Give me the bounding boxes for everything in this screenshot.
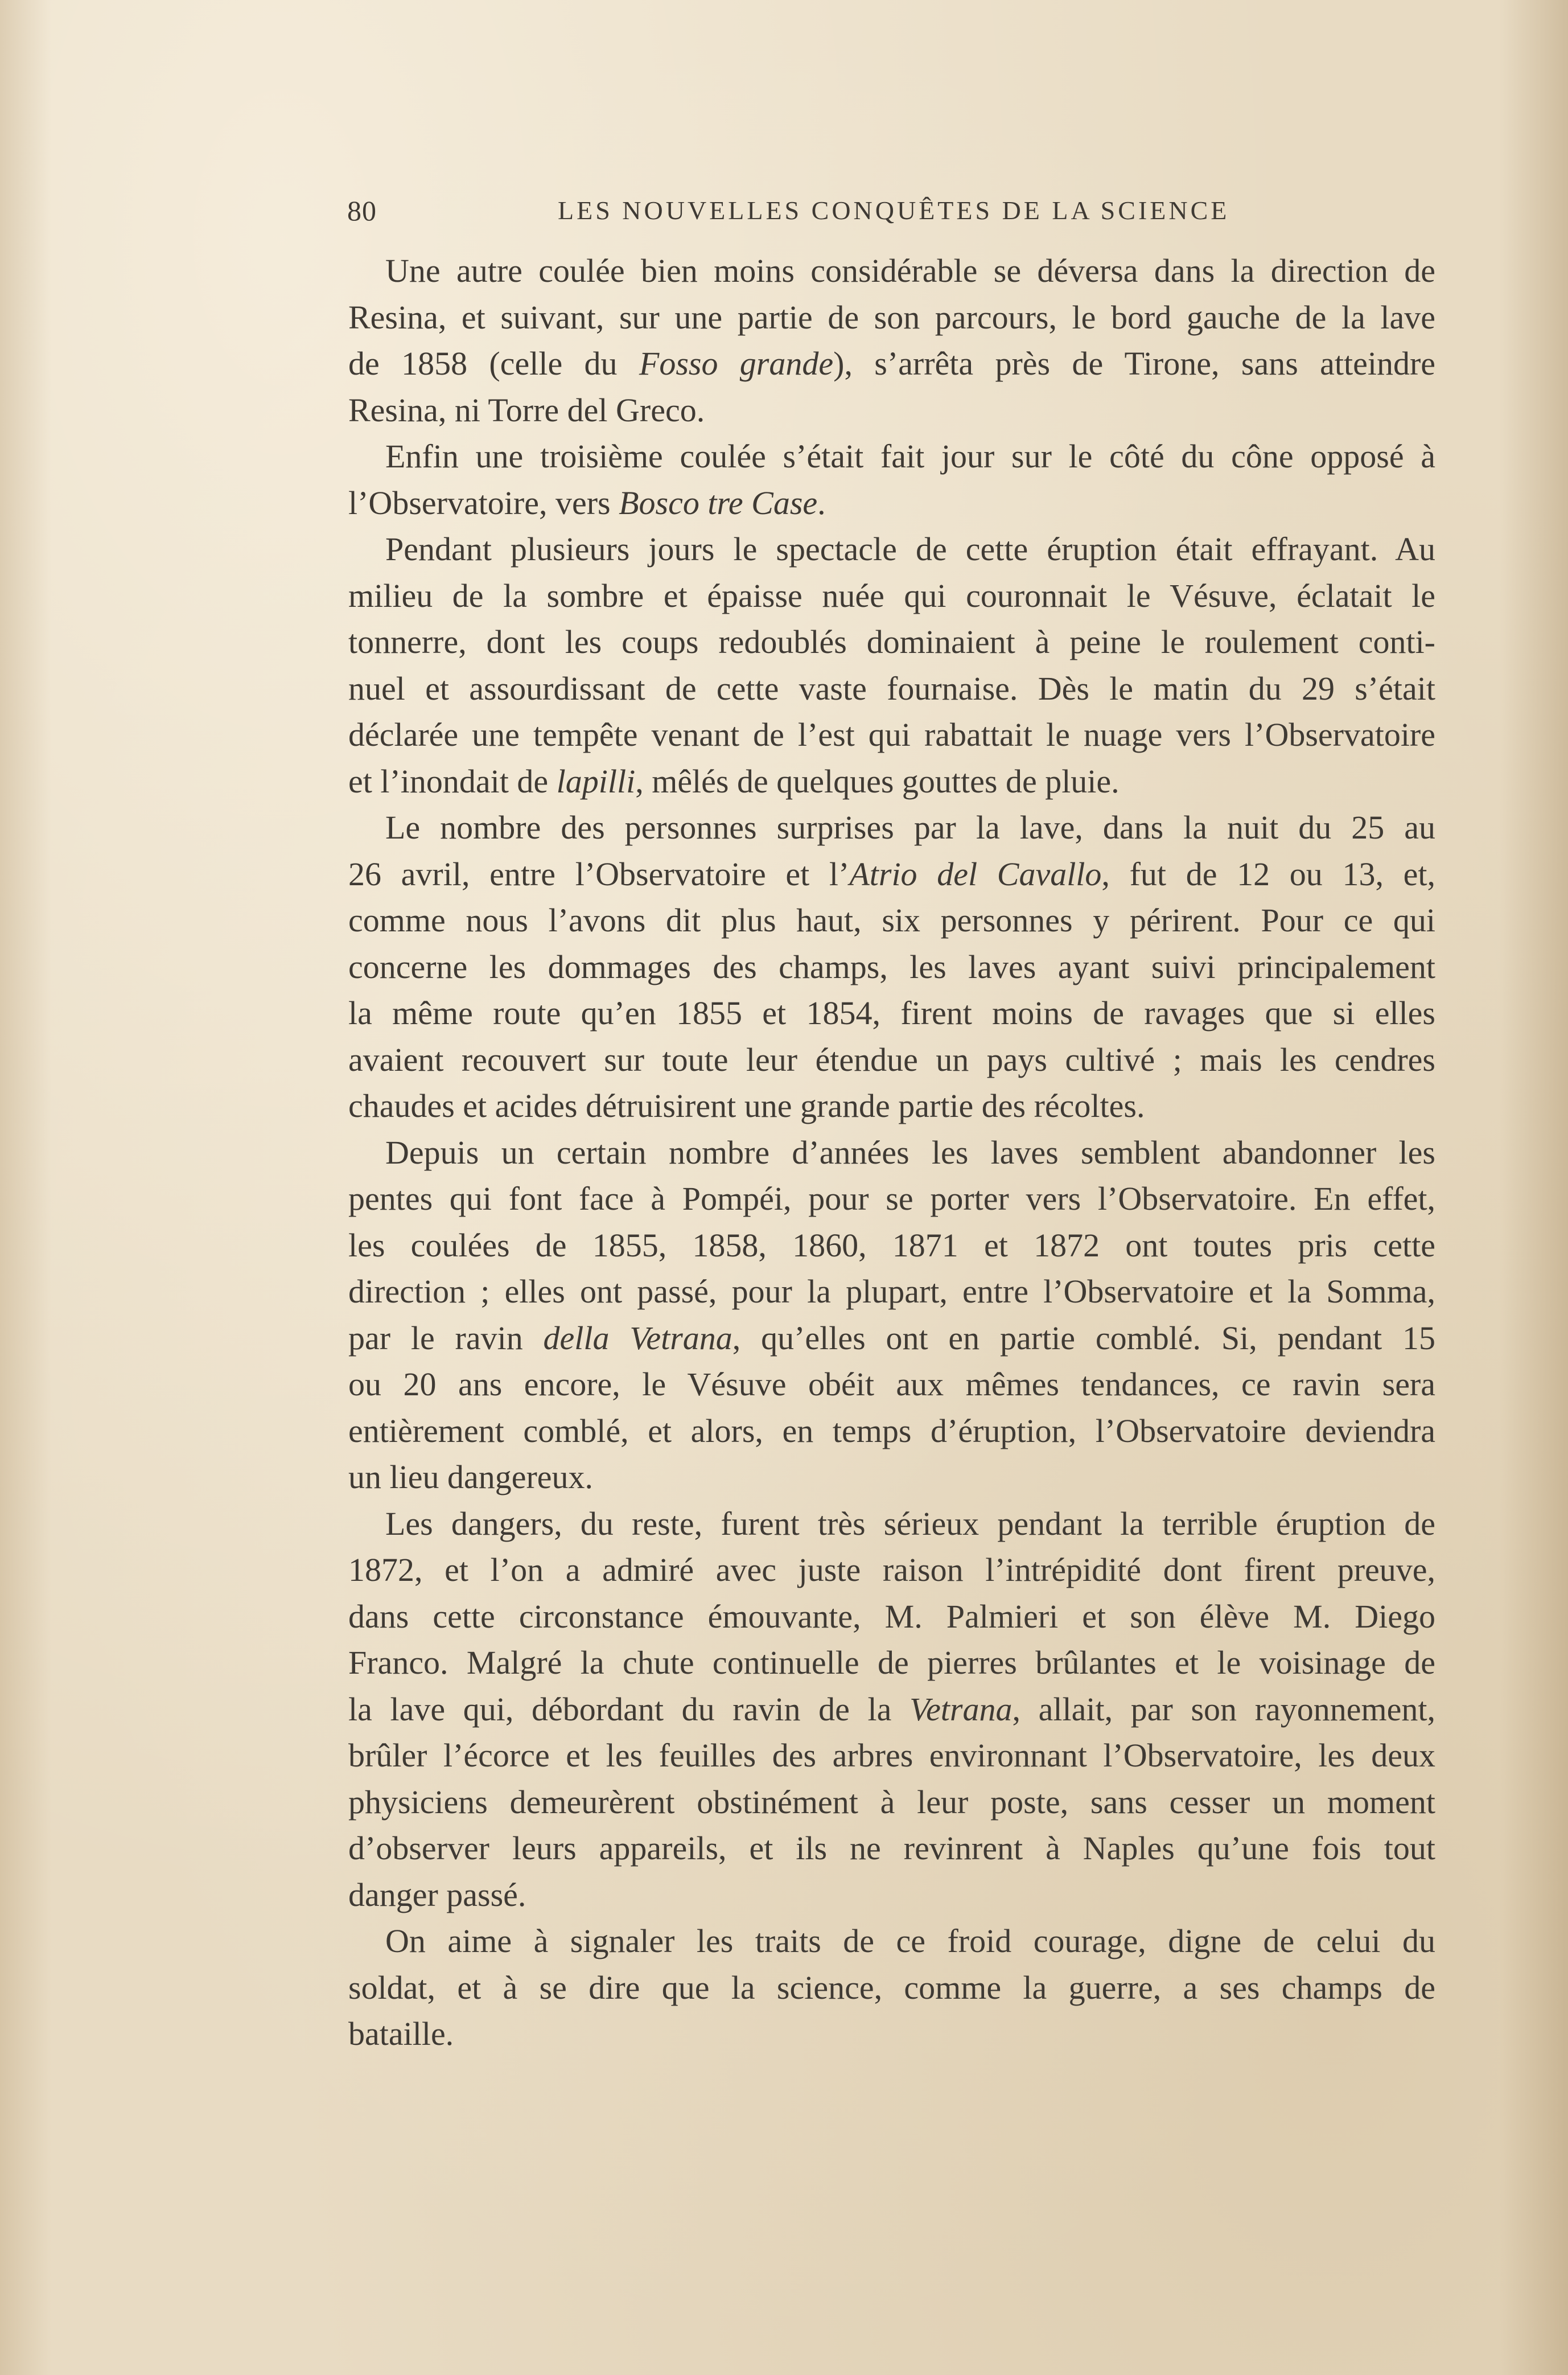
text-line: les coulées de 1855, 1858, 1860, 1871 et 1872 ont toutes pris cette — [348, 1226, 1435, 1264]
text-line — [348, 851, 1435, 898]
text-segment: , qu’elles ont en partie comblé. Si, pendant 15 — [732, 1319, 1435, 1357]
text-line: Les dangers, du reste, furent très sérieux pendant la terrible éruption de — [385, 1505, 1435, 1542]
text-segment: , allait, par son rayonnement, — [1012, 1690, 1435, 1728]
text-line: la même route qu’en 1855 et 1854, firent moins de ravages que si elles — [348, 995, 1435, 1032]
text-line: avaient recouvert sur toute leur étendue un pays cultivé ; mais les cendres — [348, 1041, 1435, 1078]
paragraph — [348, 1501, 1435, 1918]
italic-term: della Vetrana — [543, 1319, 732, 1357]
text-segment: la lave qui, débordant du ravin de la — [348, 1690, 910, 1728]
text-line: dans cette circonstance émouvante, M. Palmieri et son élève M. Diego — [348, 1597, 1435, 1635]
text-segment: . — [817, 484, 826, 521]
text-line — [348, 1686, 1435, 1733]
text-segment: par le ravin — [348, 1319, 544, 1357]
text-line: Franco. Malgré la chute continuelle de pierres brûlantes et le voisinage de — [348, 1644, 1435, 1681]
text-line: bataille. — [348, 2015, 454, 2052]
text-line: pentes qui font face à Pompéi, pour se porter vers l’Observatoire. En effet, — [348, 1180, 1435, 1217]
text-segment: et l’inondait de — [348, 762, 557, 800]
page-edge-shadow-right — [1500, 0, 1568, 2375]
text-line: nuel et assourdissant de cette vaste fournaise. Dès le matin du 29 s’était — [348, 669, 1435, 707]
text-line: On aime à signaler les traits de ce froid courage, digne de celui du — [385, 1922, 1435, 1959]
text-segment: l’Observatoire, vers — [348, 484, 619, 521]
page-number: 80 — [347, 195, 377, 227]
page-edge-shadow-left — [0, 0, 51, 2375]
text-line: brûler l’écorce et les feuilles des arbres environnant l’Observatoire, les deux — [348, 1737, 1435, 1774]
text-line: entièrement comblé, et alors, en temps d’éruption, l’Observatoire deviendra — [348, 1412, 1435, 1449]
italic-term: Vetrana — [909, 1690, 1013, 1728]
text-line: soldat, et à se dire que la science, comme la guerre, a ses champs de — [348, 1969, 1435, 2006]
text-line: un lieu dangereux. — [348, 1458, 594, 1495]
text-line — [348, 340, 1435, 387]
text-segment: , mêlés de quelques gouttes de pluie. — [635, 762, 1120, 800]
text-line: Resina, et suivant, sur une partie de son parcours, le bord gauche de la lave — [348, 298, 1435, 336]
text-line: Une autre coulée bien moins considérable se déversa dans la direction de — [385, 252, 1435, 289]
paragraph — [348, 1918, 1435, 2057]
running-title: LES NOUVELLES CONQUÊTES DE LA SCIENCE — [558, 196, 1230, 225]
page-header — [347, 191, 1443, 231]
text-line — [348, 758, 1435, 805]
italic-term: Bosco tre Case — [619, 484, 818, 521]
text-line: déclarée une tempête venant de l’est qui rabattait le nuage vers l’Observatoire — [348, 716, 1435, 753]
text-line: ou 20 ans encore, le Vésuve obéit aux mêmes tendances, ce ravin sera — [348, 1366, 1435, 1403]
text-segment: , fut de 12 ou 13, et, — [1101, 855, 1435, 893]
text-line: d’observer leurs appareils, et ils ne revinrent à Naples qu’une fois tout — [348, 1830, 1435, 1867]
text-line: comme nous l’avons dit plus haut, six personnes y périrent. Pour ce qui — [348, 902, 1435, 939]
text-line: chaudes et acides détruisirent une grande partie des récoltes. — [348, 1087, 1145, 1124]
text-line: physiciens demeurèrent obstinément à leur poste, sans cesser un moment — [348, 1783, 1435, 1821]
text-line: milieu de la sombre et épaisse nuée qui couronnait le Vésuve, éclatait le — [348, 577, 1435, 614]
paragraph — [348, 248, 1435, 433]
paragraph — [348, 433, 1435, 526]
text-line: tonnerre, dont les coups redoublés dominaient à peine le roulement conti- — [348, 623, 1435, 660]
paragraph — [348, 1129, 1435, 1501]
text-segment: ), s’arrêta près de Tirone, sans atteindre — [833, 345, 1436, 382]
italic-term: Fosso grande — [639, 345, 834, 382]
text-line: Resina, ni Torre del Greco. — [348, 391, 705, 429]
italic-term: lapilli — [556, 762, 636, 800]
text-line: Depuis un certain nombre d’années les laves semblent abandonner les — [385, 1133, 1435, 1171]
text-line — [348, 480, 1435, 527]
text-line: Enfin une troisième coulée s’était fait jour sur le côté du cône opposé à — [385, 438, 1435, 475]
text-segment: de 1858 (celle du — [348, 345, 639, 382]
italic-term: Atrio del Cavallo — [849, 855, 1102, 893]
text-segment: 26 avril, entre l’Observatoire et l’ — [348, 855, 850, 893]
text-line: Pendant plusieurs jours le spectacle de cette éruption était effrayant. Au — [385, 531, 1435, 568]
text-line: concerne les dommages des champs, les laves ayant suivi principalement — [348, 948, 1435, 985]
text-line: direction ; elles ont passé, pour la plupart, entre l’Observatoire et la Somma, — [348, 1273, 1435, 1310]
paragraph — [348, 526, 1435, 804]
body-text — [348, 248, 1435, 2057]
text-line: Le nombre des personnes surprises par la lave, dans la nuit du 25 au — [385, 809, 1435, 846]
text-line — [348, 1315, 1435, 1362]
text-line: danger passé. — [348, 1876, 526, 1913]
paragraph — [348, 804, 1435, 1129]
text-line: 1872, et l’on a admiré avec juste raison l’intrépidité dont firent preuve, — [348, 1551, 1435, 1588]
